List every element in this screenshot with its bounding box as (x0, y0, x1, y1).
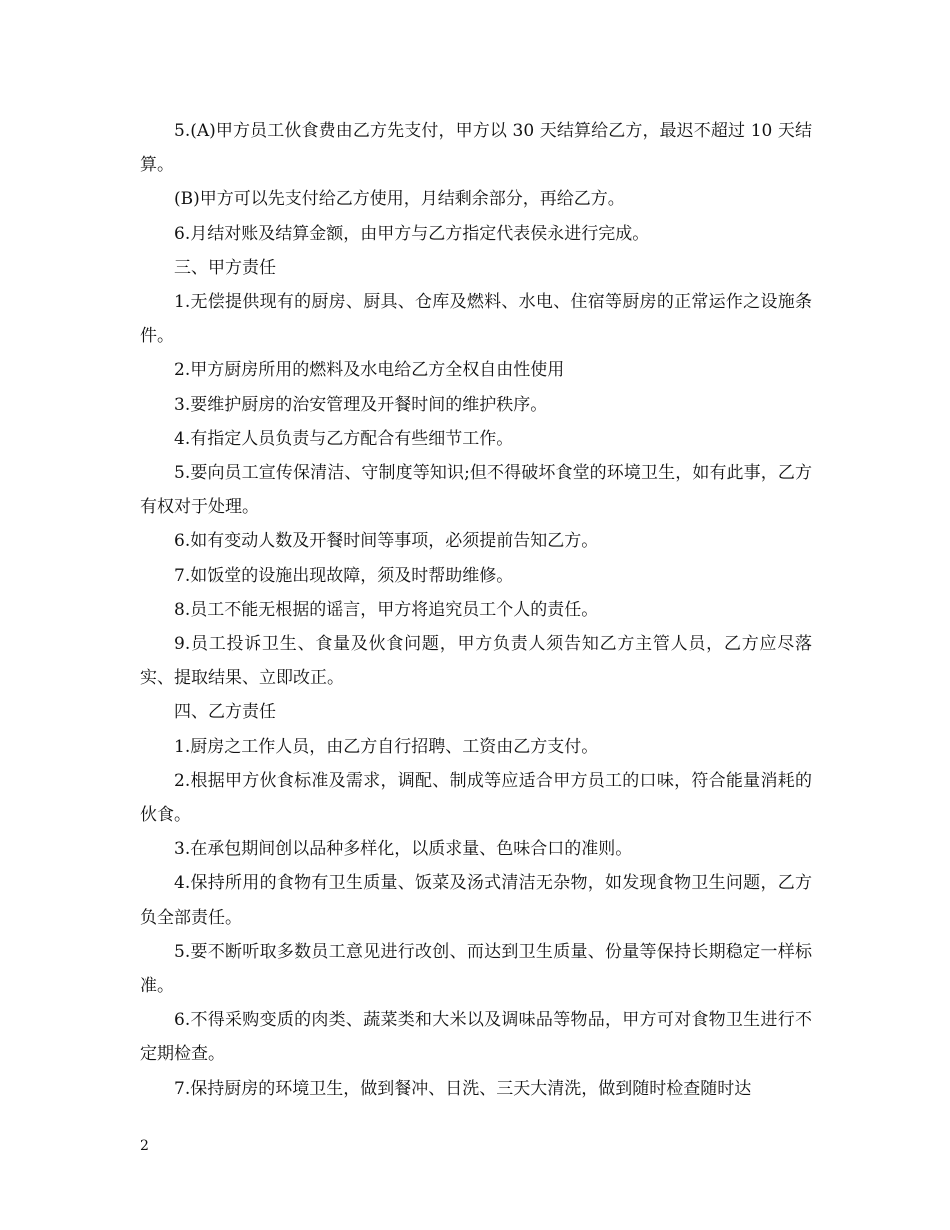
paragraph-payment-a: 5.(A)甲方员工伙食费由乙方先支付，甲方以 30 天结算给乙方，最迟不超过 10 天结算。 (140, 121, 812, 176)
party-a-item-6: 6.如有变动人数及开餐时间等事项，必须提前告知乙方。 (174, 531, 599, 552)
party-a-item-9: 9.员工投诉卫生、食量及伙食问题，甲方负责人须告知乙方主管人员，乙方应尽落实、提取结果、立即改正。 (140, 634, 812, 689)
party-b-item-1: 1.厨房之工作人员，由乙方自行招聘、工资由乙方支付。 (174, 736, 599, 757)
party-a-item-2: 2.甲方厨房所用的燃料及水电给乙方全权自由性使用 (174, 360, 565, 381)
party-a-item-3: 3.要维护厨房的治安管理及开餐时间的维护秩序。 (174, 394, 548, 415)
party-a-item-5: 5.要向员工宣传保清洁、守制度等知识;但不得破坏食堂的环境卫生，如有此事，乙方有权对于处理。 (140, 463, 812, 518)
party-b-item-7: 7.保持厨房的环境卫生，做到餐冲、日洗、三天大清洗，做到随时检查随时达 (174, 1078, 752, 1099)
party-b-item-2: 2.根据甲方伙食标准及需求，调配、制成等应适合甲方员工的口味，符合能量消耗的伙食。 (140, 770, 812, 826)
section-heading-party-b: 四、乙方责任 (174, 702, 276, 723)
section-heading-party-a: 三、甲方责任 (174, 257, 276, 278)
party-a-item-1: 1.无偿提供现有的厨房、厨具、仓库及燃料、水电、住宿等厨房的正常运作之设施条件。 (140, 292, 812, 347)
party-a-item-7: 7.如饭堂的设施出现故障，须及时帮助维修。 (174, 565, 514, 586)
party-b-item-3: 3.在承包期间创以品种多样化，以质求量、色味合口的准则。 (174, 839, 633, 860)
party-a-item-8: 8.员工不能无根据的谣言，甲方将追究员工个人的责任。 (174, 599, 599, 620)
page-number: 2 (140, 1138, 149, 1154)
paragraph-payment-b: (B)甲方可以先支付给乙方使用，月结剩余部分，再给乙方。 (174, 189, 625, 210)
paragraph-settlement: 6.月结对账及结算金额，由甲方与乙方指定代表侯永进行完成。 (174, 223, 650, 244)
party-b-item-5: 5.要不断听取多数员工意见进行改创、而达到卫生质量、份量等保持长期稳定一样标准。 (140, 941, 812, 997)
party-a-item-4: 4.有指定人员负责与乙方配合有些细节工作。 (174, 428, 514, 449)
party-b-item-6: 6.不得采购变质的肉类、蔬菜类和大米以及调味品等物品，甲方可对食物卫生进行不定期检查。 (140, 1010, 812, 1065)
document-body (140, 114, 812, 1106)
party-b-item-4: 4.保持所用的食物有卫生质量、饭菜及汤式清洁无杂物，如发现食物卫生问题，乙方负全部责任。 (140, 873, 812, 928)
